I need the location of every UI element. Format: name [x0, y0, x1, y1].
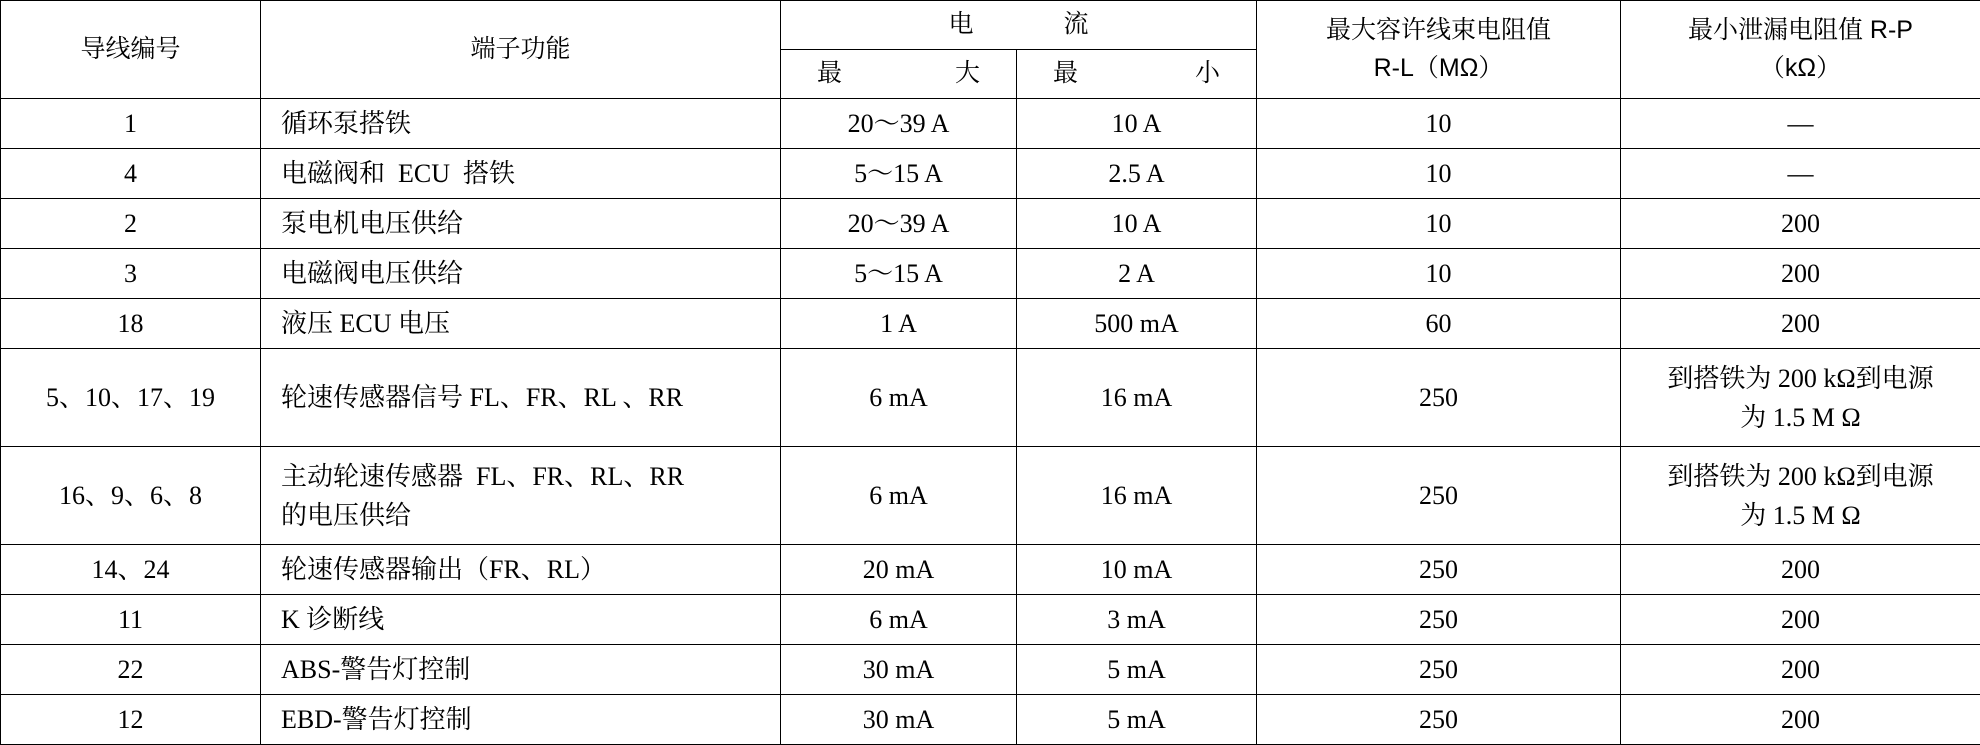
current-min-cell: 16 mA — [1017, 447, 1257, 545]
table-row — [1, 149, 1980, 199]
terminal-function-cell: EBD-警告灯控制 — [261, 695, 781, 745]
terminal-function-cell: 轮速传感器信号 FL、FR、RL 、RR — [261, 349, 781, 447]
terminal-function-cell — [261, 447, 781, 545]
leakage-resistance-header — [1621, 1, 1980, 99]
terminal-function-cell: 电磁阀和 ECU 搭铁 — [261, 149, 781, 199]
current-header-char-1: 电 — [948, 10, 974, 39]
header-row-1 — [1, 1, 1980, 50]
current-max-cell: 20～39 A — [781, 199, 1017, 249]
current-max-header — [781, 50, 1017, 99]
current-min-cell: 10 A — [1017, 99, 1257, 149]
leakage-resistance-cell: 200 — [1621, 249, 1980, 299]
table-row — [1, 249, 1980, 299]
table-row — [1, 299, 1980, 349]
table-row — [1, 595, 1980, 645]
max-header-char-1: 最 — [817, 59, 843, 88]
harness-resistance-cell: 250 — [1257, 595, 1621, 645]
table-row — [1, 695, 1980, 745]
leakage-resistance-cell: — — [1621, 149, 1980, 199]
harness-resistance-cell: 10 — [1257, 149, 1621, 199]
leakage-resistance-header-line-2: （kΩ） — [1759, 53, 1842, 82]
leakage-resistance-cell: 200 — [1621, 545, 1980, 595]
current-min-cell: 3 mA — [1017, 595, 1257, 645]
harness-resistance-header — [1257, 1, 1621, 99]
leakage-resistance-line-2: 为 1.5 M Ω — [1740, 500, 1861, 530]
current-min-cell: 10 A — [1017, 199, 1257, 249]
harness-resistance-cell: 250 — [1257, 695, 1621, 745]
current-header-char-2: 流 — [1063, 10, 1089, 39]
harness-resistance-header-line-1: 最大容许线束电阻值 — [1325, 16, 1551, 44]
current-max-cell: 20～39 A — [781, 99, 1017, 149]
table-row — [1, 447, 1980, 545]
table-row — [1, 645, 1980, 695]
current-min-header — [1017, 50, 1257, 99]
terminal-function-cell: 电磁阀电压供给 — [261, 249, 781, 299]
current-max-cell: 5～15 A — [781, 149, 1017, 199]
wire-no-cell: 14、24 — [1, 545, 261, 595]
table-row — [1, 199, 1980, 249]
wire-no-cell: 11 — [1, 595, 261, 645]
harness-resistance-header-line-2: R-L（MΩ） — [1373, 53, 1504, 82]
current-max-cell: 6 mA — [781, 349, 1017, 447]
terminal-function-cell: K 诊断线 — [261, 595, 781, 645]
table-row — [1, 99, 1980, 149]
leakage-resistance-cell: — — [1621, 99, 1980, 149]
harness-resistance-cell: 10 — [1257, 99, 1621, 149]
leakage-resistance-header-line-1: 最小泄漏电阻值 R-P — [1687, 16, 1913, 44]
harness-resistance-cell: 250 — [1257, 349, 1621, 447]
wire-no-cell: 18 — [1, 299, 261, 349]
current-min-cell: 5 mA — [1017, 645, 1257, 695]
wire-no-cell: 3 — [1, 249, 261, 299]
current-header — [781, 1, 1257, 50]
harness-resistance-cell: 60 — [1257, 299, 1621, 349]
harness-resistance-cell: 10 — [1257, 199, 1621, 249]
current-min-cell: 16 mA — [1017, 349, 1257, 447]
min-header-char-2: 小 — [1194, 59, 1220, 88]
min-header-char-1: 最 — [1053, 59, 1079, 88]
harness-resistance-cell: 250 — [1257, 545, 1621, 595]
wire-no-cell: 4 — [1, 149, 261, 199]
wire-no-header: 导线编号 — [1, 1, 261, 99]
current-max-cell: 30 mA — [781, 645, 1017, 695]
harness-resistance-cell: 10 — [1257, 249, 1621, 299]
terminal-function-line-2: 的电压供给 — [281, 500, 412, 530]
current-max-cell: 30 mA — [781, 695, 1017, 745]
wire-no-cell: 16、9、6、8 — [1, 447, 261, 545]
leakage-resistance-cell — [1621, 349, 1980, 447]
leakage-resistance-cell: 200 — [1621, 595, 1980, 645]
harness-resistance-cell: 250 — [1257, 447, 1621, 545]
current-min-cell: 2 A — [1017, 249, 1257, 299]
wire-no-cell: 22 — [1, 645, 261, 695]
terminal-function-cell: 轮速传感器输出（FR、RL） — [261, 545, 781, 595]
table-row — [1, 349, 1980, 447]
terminal-function-cell: 液压 ECU 电压 — [261, 299, 781, 349]
wire-no-cell: 2 — [1, 199, 261, 249]
current-min-cell: 500 mA — [1017, 299, 1257, 349]
terminal-function-cell: 泵电机电压供给 — [261, 199, 781, 249]
current-max-cell: 6 mA — [781, 595, 1017, 645]
harness-resistance-cell: 250 — [1257, 645, 1621, 695]
current-max-cell: 20 mA — [781, 545, 1017, 595]
terminal-function-header: 端子功能 — [261, 1, 781, 99]
leakage-resistance-cell: 200 — [1621, 299, 1980, 349]
leakage-resistance-cell: 200 — [1621, 645, 1980, 695]
leakage-resistance-line-1: 到搭铁为 200 kΩ到电源 — [1667, 461, 1934, 491]
leakage-resistance-cell: 200 — [1621, 695, 1980, 745]
leakage-resistance-cell — [1621, 447, 1980, 545]
current-min-cell: 5 mA — [1017, 695, 1257, 745]
current-max-cell: 1 A — [781, 299, 1017, 349]
wire-no-cell: 5、10、17、19 — [1, 349, 261, 447]
wire-no-cell: 12 — [1, 695, 261, 745]
current-max-cell: 6 mA — [781, 447, 1017, 545]
current-max-cell: 5～15 A — [781, 249, 1017, 299]
wire-no-cell: 1 — [1, 99, 261, 149]
leakage-resistance-line-1: 到搭铁为 200 kΩ到电源 — [1667, 363, 1934, 393]
terminal-function-line-1: 主动轮速传感器 FL、FR、RL、RR — [281, 461, 685, 491]
terminal-function-cell: 循环泵搭铁 — [261, 99, 781, 149]
current-min-cell: 10 mA — [1017, 545, 1257, 595]
terminal-function-cell: ABS-警告灯控制 — [261, 645, 781, 695]
table-row — [1, 545, 1980, 595]
leakage-resistance-cell: 200 — [1621, 199, 1980, 249]
current-min-cell: 2.5 A — [1017, 149, 1257, 199]
leakage-resistance-line-2: 为 1.5 M Ω — [1740, 402, 1861, 432]
max-header-char-2: 大 — [954, 59, 980, 88]
